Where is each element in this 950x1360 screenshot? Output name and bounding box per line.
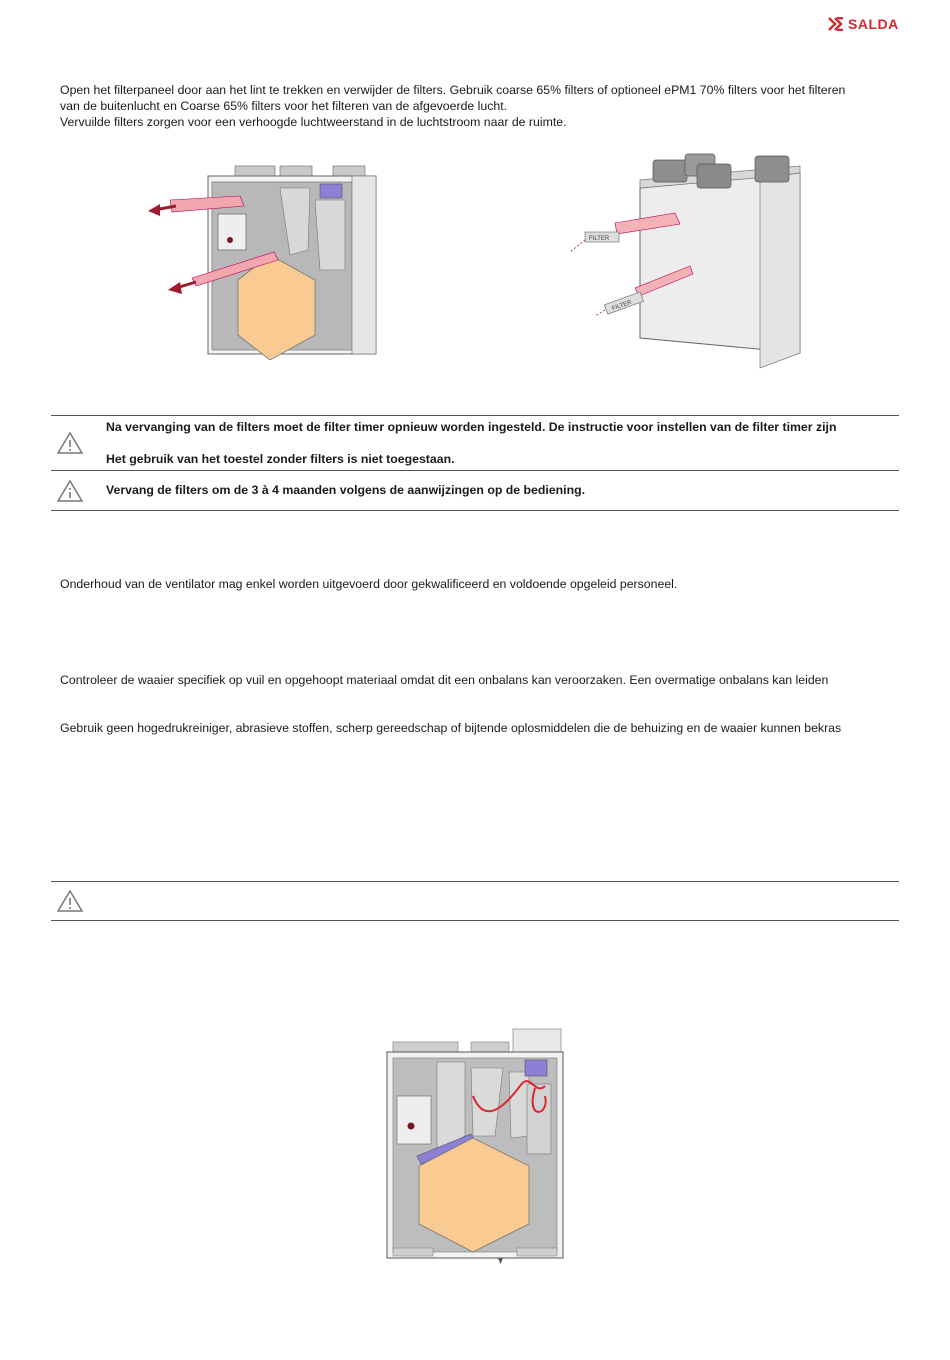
salda-logo-icon [828,17,844,31]
divider [51,510,899,511]
intro-line-2: van de buitenlucht en Coarse 65% filters voor het filteren van de afgevoerde lucht. [60,99,508,113]
divider [51,920,899,921]
arrow-left-icon [168,282,182,294]
unit-interior-fan-figure [385,1026,565,1266]
unit-open-filter-removal-figure [140,160,390,360]
warning-icon [57,890,83,912]
brand-name: SALDA [848,16,899,32]
arrow-left-icon [148,204,160,216]
warning-icon [57,432,83,454]
filter-tag-1-label: FILTER [589,236,610,242]
intro-line-1: Open het filterpaneel door aan het lint te trekken en verwijder de filters. Gebruik coarse 65% filters of optioneel ePM1 70% filters voor het filteren [60,83,846,97]
info-icon [57,480,83,502]
maintenance-paragraph-1: Onderhoud van de ventilator mag enkel worden uitgevoerd door gekwalificeerd en voldoende opgeleid personeel. [60,577,678,591]
unit-closed-filter-removal-figure [565,148,810,373]
maintenance-paragraph-2: Controleer de waaier specifiek op vuil en opgehoopt materiaal omdat dit een onbalans kan veroorzaken. Een overmatige onbalans kan leiden [60,673,829,687]
divider [51,881,899,882]
filter-tag-2-label: FILTER [611,299,633,313]
divider [51,415,899,416]
salda-logo [828,16,899,32]
warning-filter-timer: Na vervanging van de filters moet de filter timer opnieuw worden ingesteld. De instructie voor instellen van de filter timer zijn [106,420,837,434]
maintenance-paragraph-3: Gebruik geen hogedrukreiniger, abrasieve stoffen, scherp gereedschap of bijtende oplosmiddelen die de behuizing en de waaier kunnen bekras [60,721,842,735]
divider [51,470,899,471]
warning-no-filters: Het gebruik van het toestel zonder filters is niet toegestaan. [106,452,455,466]
intro-line-3: Vervuilde filters zorgen voor een verhoogde luchtweerstand in de luchtstroom naar de ruimte. [60,115,567,129]
info-replace-filters: Vervang de filters om de 3 à 4 maanden volgens de aanwijzingen op de bediening. [106,483,586,497]
